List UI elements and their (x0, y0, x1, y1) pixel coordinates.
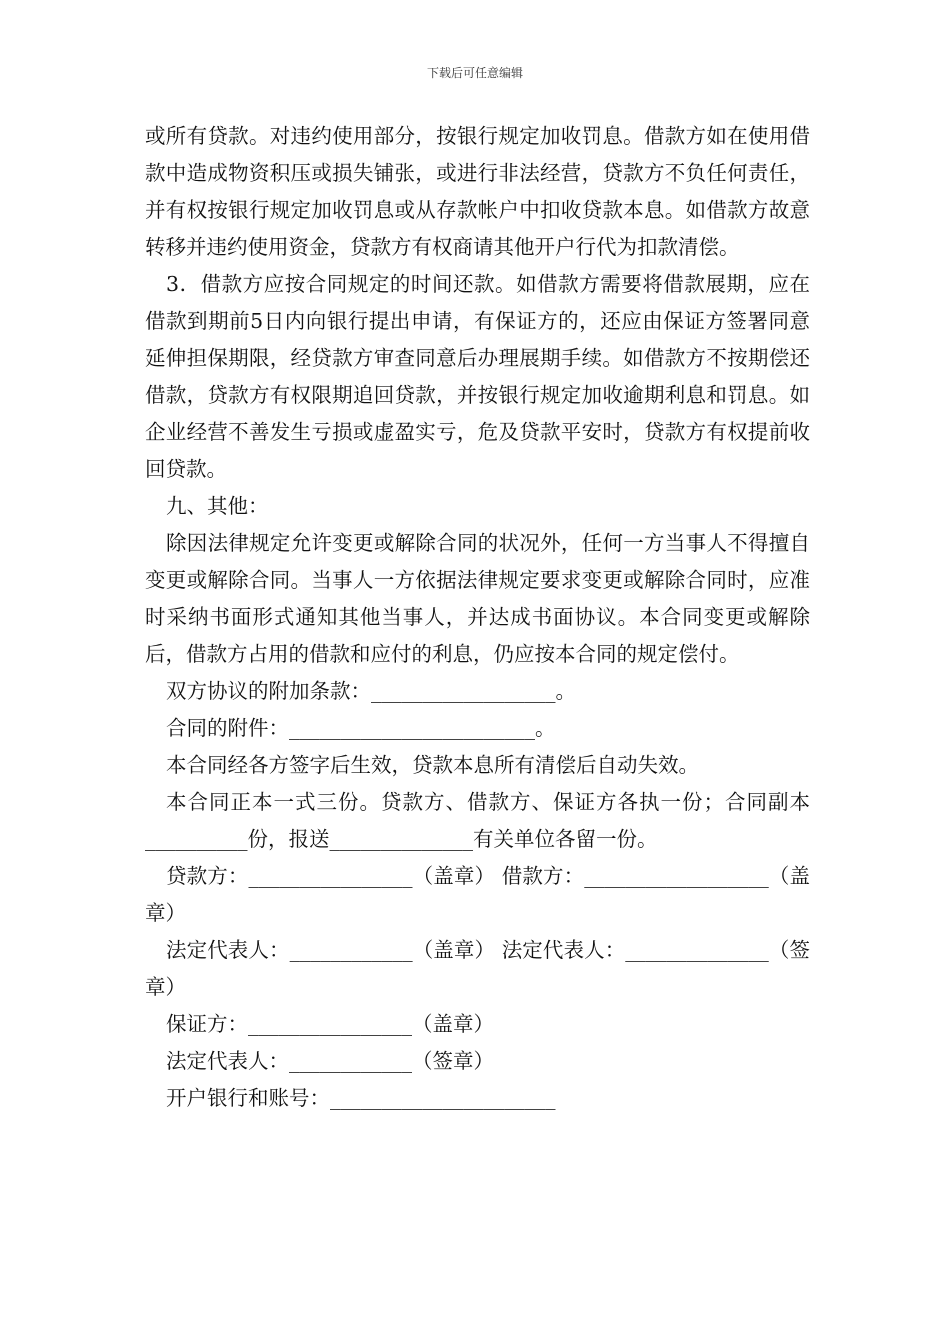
paragraph-contract-changes: 除因法律规定允许变更或解除合同的状况外，任何一方当事人不得擅自变更或解除合同。当事人一方依据法律规定要求变更或解除合同时，应准时采纳书面形式通知其他当事人，并达成书面协议。本合同变更或解除后，借款方占用的借款和应付的利息，仍应按本合同的规定偿付。 (145, 531, 810, 666)
line-effectiveness: 本合同经各方签字后生效，贷款本息所有清偿后自动失效。 (166, 753, 699, 777)
signature-guarantor-representative: 法定代表人：____________（签章） (166, 1049, 494, 1073)
signature-guarantor: 保证方：________________（盖章） (166, 1012, 494, 1036)
signature-lender-borrower: 贷款方：________________（盖章） 借款方：__________________（盖章） (145, 864, 810, 925)
document-body (145, 118, 810, 1117)
paragraph-penalty-continuation: 或所有贷款。对违约使用部分，按银行规定加收罚息。借款方如在使用借款中造成物资积压或损失铺张，或进行非法经营，贷款方不负任何责任，并有权按银行规定加收罚息或从存款帐户中扣收贷款本息。如借款方故意转移并违约使用资金，贷款方有权商请其他开户行代为扣款清偿。 (145, 124, 810, 259)
page-header: 下载后可任意编辑 (426, 66, 523, 80)
line-bank-account: 开户银行和账号：______________________ (166, 1086, 556, 1110)
line-attachments: 合同的附件：________________________。 (166, 716, 556, 740)
line-additional-terms: 双方协议的附加条款：__________________。 (166, 679, 576, 703)
section-heading-other: 九、其他： (166, 494, 269, 518)
signature-legal-representatives: 法定代表人：____________（盖章） 法定代表人：______________（签章） (145, 938, 810, 999)
paragraph-copies: 本合同正本一式三份。贷款方、借款方、保证方各执一份；合同副本__________份，报送______________有关单位各留一份。 (145, 790, 810, 851)
paragraph-clause-3-repayment: 3．借款方应按合同规定的时间还款。如借款方需要将借款展期，应在借款到期前5日内向银行提出申请，有保证方的，还应由保证方签署同意延伸担保期限，经贷款方审查同意后办理展期手续。如借款方不按期偿还借款，贷款方有权限期追回贷款，并按银行规定加收逾期利息和罚息。如企业经营不善发生亏损或虚盈实亏，危及贷款平安时，贷款方有权提前收回贷款。 (145, 272, 810, 481)
